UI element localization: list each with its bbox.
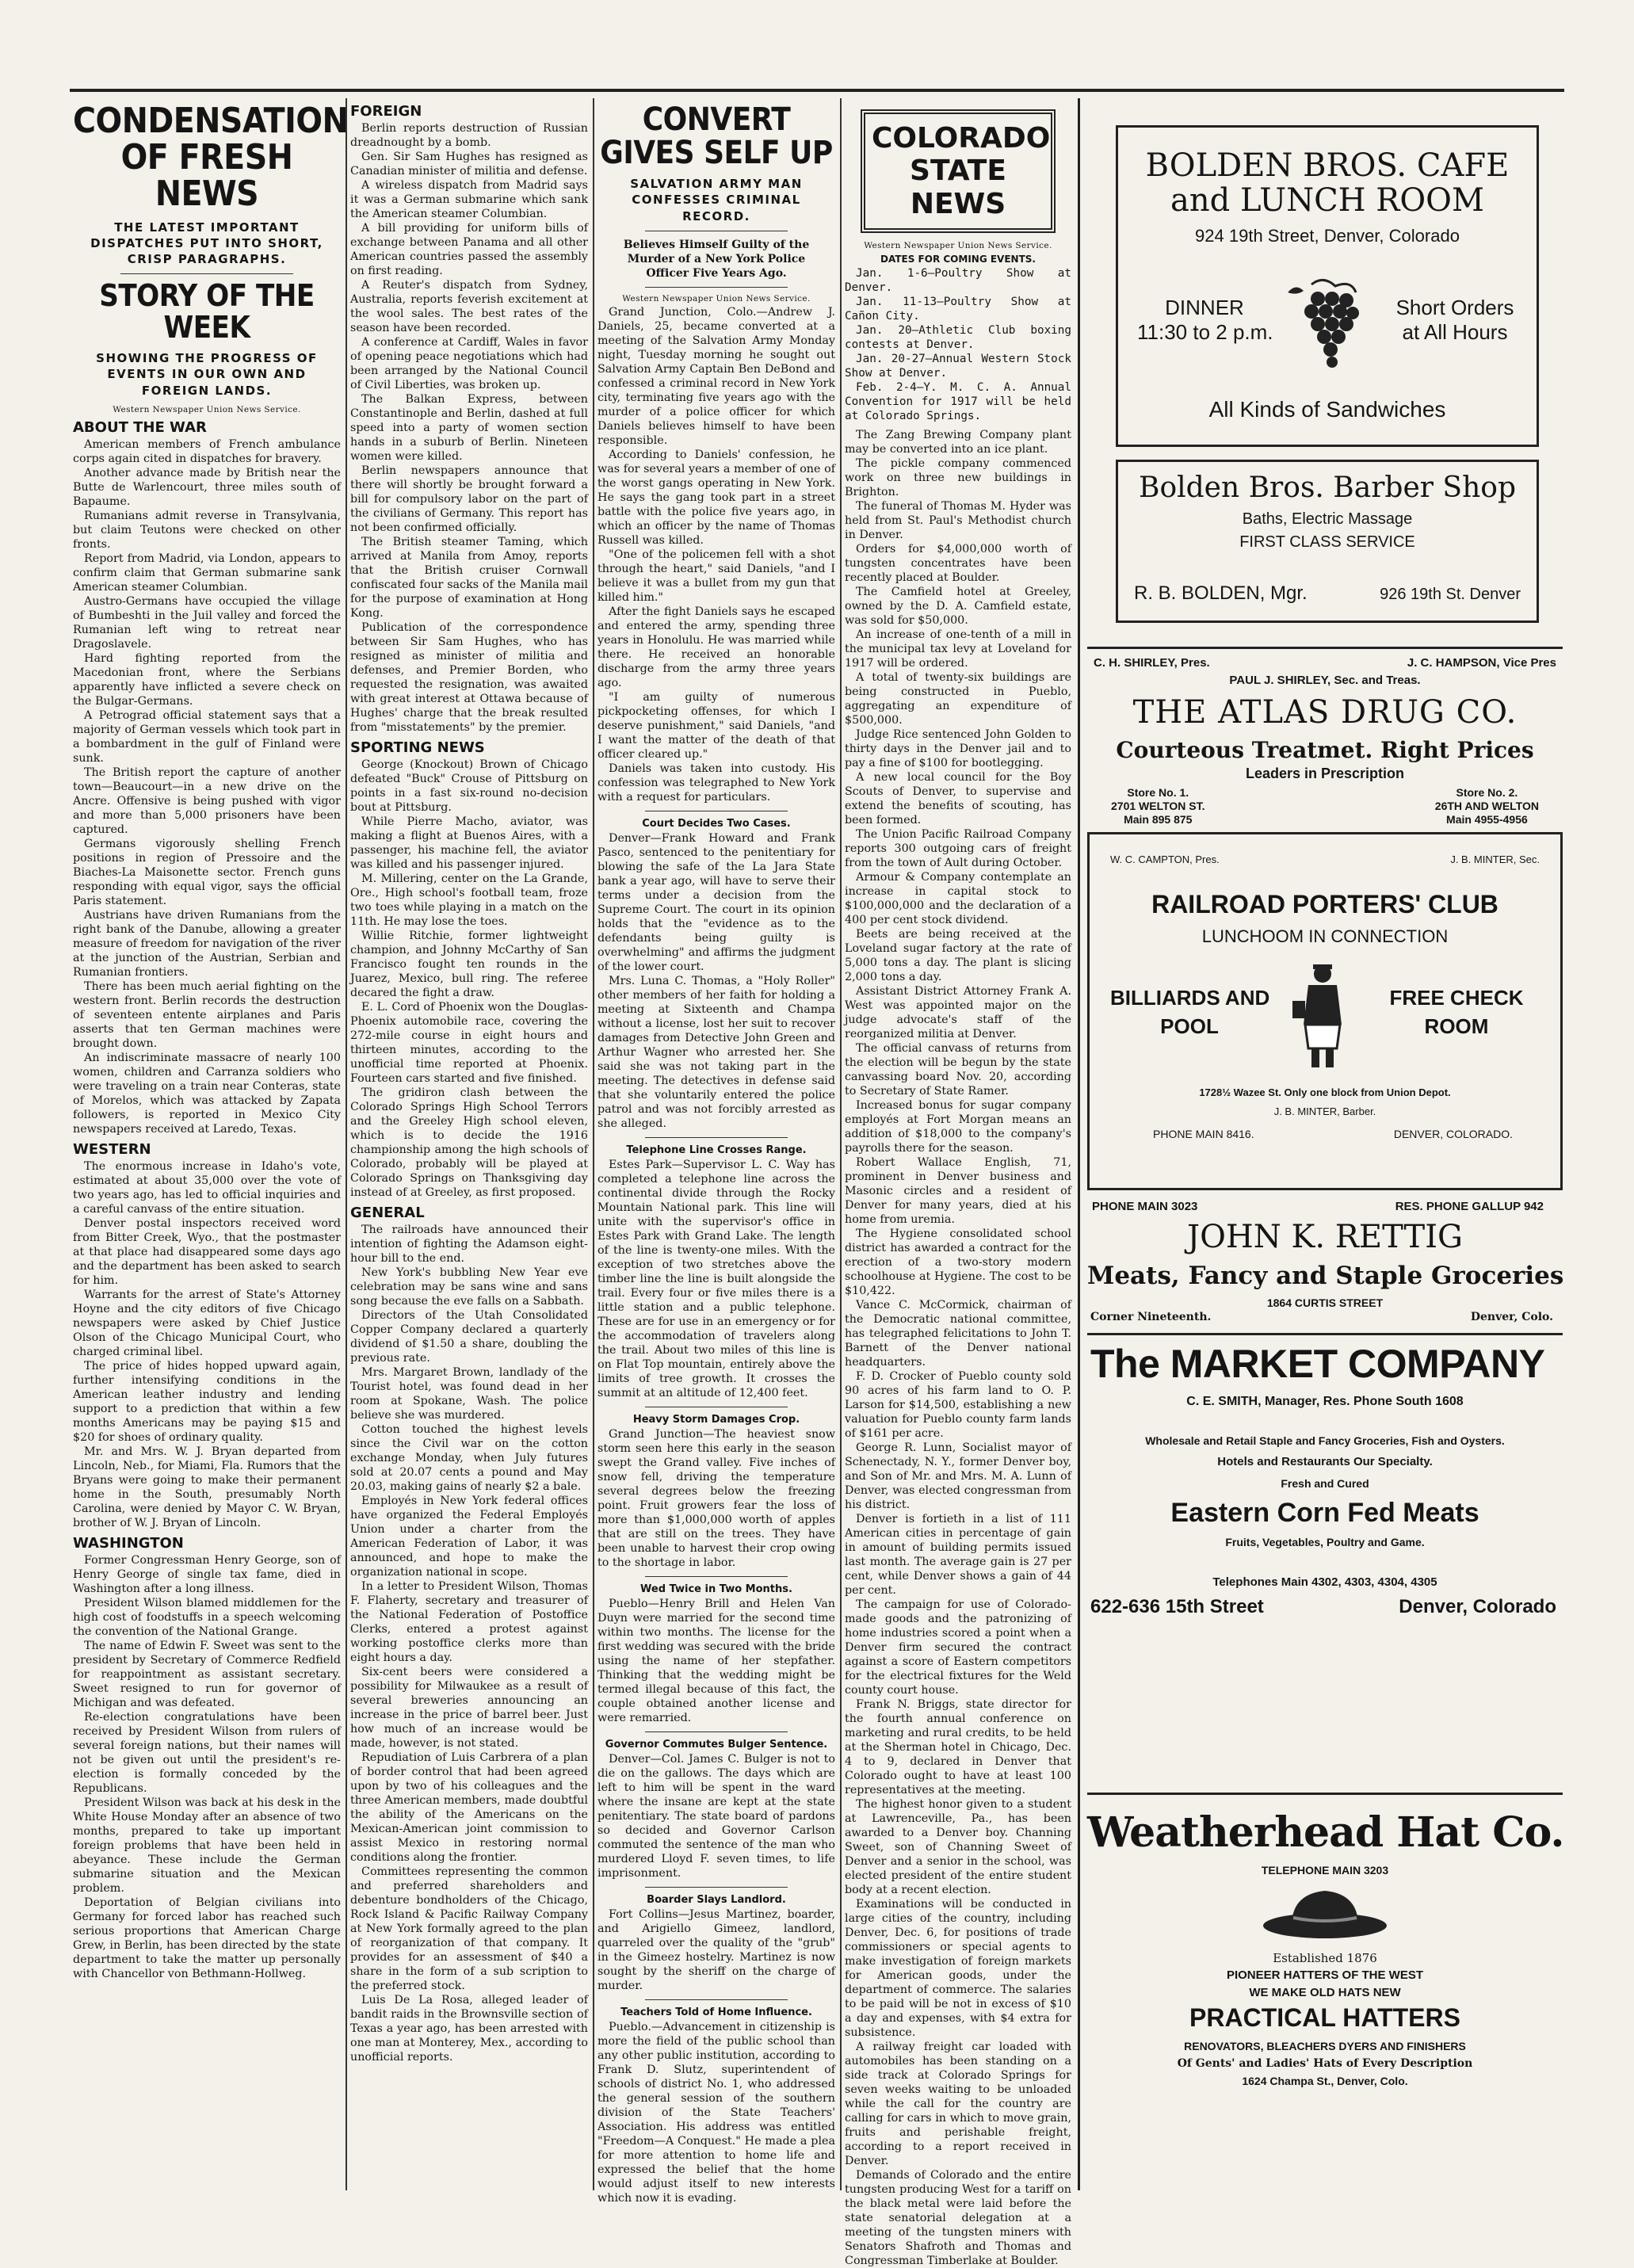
market-line3: Fresh and Cured [1281,1477,1369,1490]
paragraph: Fort Collins—Jesus Martinez, boarder, and Arigiello Gimeez, landlord, quarreled over the quality of the "grub" in the Gimeez hostelry. Martinez is now sought by the sheriff on the charge of murder. [597,1908,835,1993]
wed-items [597,1597,835,1725]
porter-figure-icon [1289,961,1356,1072]
paragraph: Denver is fortieth in a list of 111 American cities in percentage of gain in amount of building permits issued last month. The average gain is 27 per cent, while Denver shows a gain of 44 per cent. [845,1513,1071,1598]
barber-title: Bolden Bros. Barber Shop [1138,472,1516,504]
store1-phone: Main 895 875 [1124,812,1193,826]
paragraph: A Reuter's dispatch from Sydney, Australia, reports feverish excitement at the wool sales. The best rates of the season have been recorded. [350,279,588,334]
paragraph: The price of hides hopped upward again, further intensifying conditions in the American leather industry and lending support to a prediction that within a few months Americans may be paying $15 and $20 for shoes of ordinary quality. [73,1359,341,1444]
hat-line3: RENOVATORS, BLEACHERS DYERS AND FINISHERS [1184,2040,1466,2052]
paragraph: Judge Rice sentenced John Golden to thirty days in the Denver jail and to pay a fine of $100 for bootlegging. [845,728,1071,770]
colorado-state-news-box [861,109,1056,233]
headline-story-of-week: STORY OF THE WEEK [99,278,315,346]
paragraph: Assistant District Attorney Frank A. West was appointed major on the judge advocate's staff of the reorganized militia at Denver. [845,985,1071,1041]
dates-list [845,266,1071,423]
paragraph: The enormous increase in Idaho's vote, estimated at about 35,000 over the vote of two years ago, has led to official inquiries and a careful canvass of the entire situation. [73,1159,341,1216]
western-items [73,1159,341,1530]
paragraph: Mr. and Mrs. W. J. Bryan departed from Lincoln, Neb., for Miami, Fla. Rumors that the Bryans were going to make their permanent home in the South, presumably North Carolina, were denied by Mayor C. W. Bryan, brother of W. J. Bryan of Lincoln. [73,1445,341,1529]
ad-divider [1087,1793,1563,1795]
hat-addr: 1624 Champa St., Denver, Colo. [1242,2075,1408,2087]
paragraph: F. D. Crocker of Pueblo county sold 90 acres of his farm land to O. P. Larson for $14,500, establishing a new valuation for Pueblo county farm lands of $161 per acre. [845,1370,1071,1441]
ad-barber [1116,460,1539,623]
subhead: Telephone Line Crosses Range. [626,1144,807,1157]
ad-divider [1087,647,1563,649]
sporting-items [350,758,588,1200]
porters-phone: PHONE MAIN 8416. [1153,1128,1254,1140]
porters-city: DENVER, COLORADO. [1393,1128,1513,1140]
headline-condensation: CONDENSATION OF FRESH NEWS [73,101,349,215]
porters-addr: 1728½ Wazee St. Only one block from Union Depot. [1199,1086,1451,1098]
section-washington: WASHINGTON [73,1534,184,1552]
paragraph: Beets are being received at the Loveland sugar factory at the rate of 5,000 tons a day. The plant is slicing 2,000 tons a day. [845,928,1071,984]
column-rule [346,98,347,2190]
paragraph: President Wilson blamed middlemen for the high cost of foodstuffs in a speech welcoming the convention of the National Grange. [73,1596,341,1638]
ad-divider [1087,1333,1563,1335]
porters-sub: LUNCHOOM IN CONNECTION [1201,926,1449,946]
subhead: Court Decides Two Cases. [642,818,791,830]
paragraph: The British steamer Taming, which arrived at Manila from Amoy, reports that the British cruiser Cornwall confiscated four sacks of the Manila mail for the purpose of examination at Hong Kong. [350,536,588,620]
paragraph: Report from Madrid, via London, appears to confirm claim that German submarine sank American steamer Columbian. [73,552,341,594]
colorado-items [845,428,1071,2268]
headline-convert: CONVERT GIVES SELF UP [600,101,833,171]
general-items [350,1223,588,2064]
market-line4: Fruits, Vegetables, Poultry and Game. [1225,1536,1425,1548]
market-mgr: C. E. SMITH, Manager, Res. Phone South 1608 [1186,1395,1464,1408]
paragraph: Increased bonus for sugar company employés at Fort Morgan means an addition of $18,000 to the company's payrolls there for the season. [845,1099,1071,1155]
porters-pres: W. C. CAMPTON, Pres. [1110,853,1220,865]
divider [645,1887,788,1888]
barber-line2: FIRST CLASS SERVICE [1239,533,1415,551]
rettig-sub: Meats, Fancy and Staple Groceries [1087,1262,1564,1290]
paragraph: Estes Park—Supervisor L. C. Way has completed a telephone line across the continental divide through the Rocky Mountain National park. This line will unite with the supervisor's office in Estes Park with Grand Lake. The length of the line is twenty-one miles. With the exception of two stretches above the timber line the line is built alongside the trail. Every four or five miles there is a little station and a public telephone. These are for use in an emergency or for the accommodation of travelers along the trail. About two miles of this line is on Flat Top mountain, entirely above the limits of tree growth. It crosses the summit at an altitude of 12,400 feet. [597,1159,835,1400]
ad-hat [1087,1800,1563,2197]
paragraph: Employés in New York federal offices have organized the Federal Employés Union under a charter from the American Federation of Labor, it was announced, and hope to make the organization national in scope. [350,1495,588,1579]
paragraph: American members of French ambulance corps again cited in dispatches for bravery. [73,437,341,465]
paragraph: Mrs. Luna C. Thomas, a "Holy Roller" other members of her faith for holding a meeting at Sixteenth and Champa without a license, lost her suit to recover damages from Detective John Green and Arthur Wagner who arrested her. She said she was not taking part in the meeting. The detectives in defense said that she voluntarily entered the police patrol and was not forcibly arrested as she alleged. [597,975,835,1131]
section-sporting: SPORTING NEWS [350,739,485,756]
atlas-pres: C. H. SHIRLEY, Pres. [1094,656,1210,670]
paragraph: Rumanians admit reverse in Transylvania, but claim Teutons were checked on other fronts. [73,509,341,551]
paragraph: Directors of the Utah Consolidated Copper Company declared a quarterly dividend of $1.50 a share, doubling the previous rate. [350,1309,588,1365]
paragraph: Berlin newspapers announce that there will shortly be brought forward a bill for compulsory labor on the part of the civilians of Germany. This report has not been confirmed officially. [350,464,588,534]
paragraph: The Camfield hotel at Greeley, owned by the D. A. Camfield estate, was sold for $50,000. [845,586,1071,628]
store2-label: Store No. 2. [1456,786,1518,799]
porters-sec: J. B. MINTER, Sec. [1450,853,1540,865]
paragraph: An indiscriminate massacre of nearly 100 women, children and Carranza soldiers who were traveling on a train near Conteras, state of Morelos, which was attacked by Zapata followers, is reported in Mexico City newspapers received at Laredo, Texas. [73,1051,341,1136]
deck-condensation: THE LATEST IMPORTANT DISPATCHES PUT INTO SHORT, CRISP PARAGRAPHS. [90,220,323,267]
market-title: The MARKET COMPANY [1090,1342,1545,1386]
ad-rettig [1087,1198,1564,1323]
atlas-slogan: Courteous Treatmet. Right Prices [1116,737,1534,763]
governor-items [597,1752,835,1880]
story-items [597,305,835,804]
paragraph: A conference at Cardiff, Wales in favor of opening peace negotiations which had been arranged by the National Council of Civil Liberties, was broken up. [350,336,588,391]
divider [120,273,293,274]
subhead: Heavy Storm Damages Crop. [632,1414,800,1426]
porters-left2: POOL [1160,1014,1219,1039]
ad-atlas [1087,655,1563,826]
teachers-items [597,2020,835,2205]
paragraph: "I am guilty of numerous pickpocketing offenses, for which I deserve punishment," said Daniels, "and I want the matter of the death of that officer cleared up." [597,691,835,762]
war-items [73,437,341,1136]
rettig-phone: PHONE MAIN 3023 [1092,1200,1198,1213]
paragraph: Deportation of Belgian civilians into Germany for forced labor has reached such serious proportions that American Charge Grew, in Berlin, has been directed by the state department to take the matter up personally with Chancellor von Bethmann-Hollweg. [73,1896,341,1980]
paragraph: E. L. Cord of Phoenix won the Douglas-Phoenix automobile race, covering the 272-mile course in eight hours and thirteen minutes, according to the unofficial time reported at Phoenix. Fourteen cars started and five finished. [350,1001,588,1085]
paragraph: President Wilson was back at his desk in the White House Monday after an absence of two months, prepared to take up important foreign problems that have been held in abeyance. These include the German submarine situation and the Mexican problem. [73,1796,341,1895]
subhead: Boarder Slays Landlord. [647,1894,786,1907]
foreign-items [350,121,588,735]
storm-items [597,1427,835,1570]
section-foreign: FOREIGN [350,103,422,120]
paragraph: Former Congressman Henry George, son of Henry George of single tax fame, died in Washington after a long illness. [73,1553,341,1595]
atlas-title: THE ATLAS DRUG CO. [1132,694,1518,731]
washington-items [73,1553,341,1981]
paragraph: The gridiron clash between the Colorado Springs High School Terrors and the Greeley High school eleven, which is to decide the 1916 championship among the high schools of Colorado, probably will be played at Colorado Springs on Thanksgiving day instead of at Greeley, as first proposed. [350,1086,588,1199]
paragraph: The Union Pacific Railroad Company reports 300 outgoing cars of freight from the town of Ault during October. [845,828,1071,870]
atlas-slogan2: Leaders in Prescription [1245,766,1405,781]
rettig-res: RES. PHONE GALLUP 942 [1395,1200,1544,1213]
porters-right2: ROOM [1424,1014,1489,1039]
paragraph: Denver postal inspectors received word from Bitter Creek, Wyo., that the postmaster at that place had disappeared some days ago and the department has been asked to search for him. [73,1216,341,1287]
paragraph: The name of Edwin F. Sweet was sent to the president by Secretary of Commerce Redfield for reappointment as assistant secretary. Sweet resigned to run for governor of Michigan and was defeated. [73,1639,341,1709]
store1-address: 2701 WELTON ST. [1111,799,1205,812]
paragraph: A wireless dispatch from Madrid says it was a German submarine which sank the American steamer Columbian. [350,179,588,220]
paragraph: Austrians have driven Rumanians from the right bank of the Danube, allowing a greater measure of freedom for navigation of the river at the junction of the Austrian, Serbian and Rumanian frontiers. [73,908,341,979]
paragraph: In a letter to President Wilson, Thomas F. Flaherty, secretary and treasurer of the National Federation of Postoffice Clerks, entered a protest against working postoffice clerks more than eight hours a day. [350,1580,588,1664]
paragraph: The pickle company commenced work on three new buildings in Brighton. [845,457,1071,499]
divider [645,287,788,288]
hat-est: Established 1876 [1273,1951,1377,1965]
rettig-title: JOHN K. RETTIG [1187,1219,1463,1255]
subhead: Teachers Told of Home Influence. [620,2006,812,2019]
atlas-vp: J. C. HAMPSON, Vice Pres [1407,656,1556,670]
paragraph: Hard fighting reported from the Macedonian front, where the Serbians apparently have inflicted a severe check on the Bulgar-Germans. [73,651,341,708]
cafe-title2: and LUNCH ROOM [1170,182,1484,219]
cafe-right1: Short Orders [1395,296,1514,319]
paragraph: The funeral of Thomas M. Hyder was held from St. Paul's Methodist church in Denver. [845,500,1071,542]
paragraph: Armour & Company contemplate an increase in capital stock to $100,000,000 and the declaration of a 400 per cent stock dividend. [845,871,1071,927]
hat-icon [1260,1883,1390,1943]
paragraph: A new local council for the Boy Scouts of Denver, to supervise and extend the benefits of scouting, has been formed. [845,771,1071,827]
market-phones: Telephones Main 4302, 4303, 4304, 4305 [1212,1575,1437,1589]
paragraph: A railway freight car loaded with automobiles has been standing on a side track at Colorado Springs for seven weeks waiting to be unloaded while the call for the country are calling for cars in which to move grain, fruits and perishable freight, according to a report received in Denver. [845,2041,1071,2168]
market-big: Eastern Corn Fed Meats [1170,1498,1479,1528]
paragraph: Luis De La Rosa, alleged leader of bandit raids in the Brownsville section of Texas a year ago, has been arrested with one man at Monterey, Mex., according to unofficial reports. [350,1994,588,2064]
court-items [597,831,835,1131]
headline-colorado: COLORADO STATE NEWS [872,122,1051,220]
cafe-footer: All Kinds of Sandwiches [1208,397,1446,422]
date-item: Jan. 1-6—Poultry Show at Denver. [845,267,1071,295]
cafe-address: 924 19th Street, Denver, Colorado [1195,226,1460,246]
market-line2: Hotels and Restaurants Our Specialty. [1217,1455,1433,1468]
paragraph: A Petrograd official statement says that a majority of German vessels which took part in a bombardment in the gulf of Finland were sunk. [73,708,341,765]
paragraph: There has been much aerial fighting on the western front. Berlin records the destruction of seventeen entente airplanes and Paris asserts that ten German machines were brought down. [73,979,341,1050]
paragraph: A total of twenty-six buildings are being constructed in Pueblo, aggregating an expenditure of $500,000. [845,671,1071,727]
deck-story: SHOWING THE PROGRESS OF EVENTS IN OUR OWN AND FOREIGN LANDS. [96,351,318,398]
dates-title: DATES FOR COMING EVENTS. [880,254,1036,265]
paragraph: Six-cent beers were considered a possibility for Milwaukee as a result of several breweries announcing an increase in the price of barrel beer. Just how much of an increase would be made, however, is not stated. [350,1666,588,1750]
store2-address: 26TH AND WELTON [1434,799,1539,812]
paragraph: Examinations will be conducted in large cities of the country, including Denver, Dec. 6, for positions of trade commissioners or special agents to make investigation of foreign markets for American goods, under the department of commerce. The salaries to be paid will be not in excess of $10 a day and expenses, with $4 extra for subsistence. [845,1898,1071,2040]
cafe-right2: at All Hours [1402,320,1508,344]
column-rule [1078,98,1080,2190]
cafe-left2: 11:30 to 2 p.m. [1137,320,1273,344]
atlas-sec: PAUL J. SHIRLEY, Sec. and Treas. [1229,674,1421,687]
paragraph: New York's bubbling New Year eve celebration may be sans wine and sans song because the eve falls on a Sabbath. [350,1266,588,1308]
divider [645,1999,788,2000]
paragraph: Another advance made by British near the Butte de Warlencourt, three miles south of Bapaume. [73,466,341,508]
paragraph: Mrs. Margaret Brown, landlady of the Tourist hotel, was found dead in her room at Spokane, Wash. The police believe she was murdered. [350,1366,588,1422]
paragraph: The railroads have announced their intention of fighting the Adamson eight-hour bill to the end. [350,1224,588,1265]
paragraph: A bill providing for uniform bills of exchange between Panama and all other American countries passed the assembly on first reading. [350,222,588,277]
paragraph: While Pierre Macho, aviator, was making a flight at Buenos Aires, with a passenger, his machine fell, the aviator was killed and his passenger injured. [350,815,588,871]
grapes-icon [1280,275,1375,378]
rettig-street: 1864 CURTIS STREET [1266,1296,1384,1309]
porters-title: RAILROAD PORTERS' CLUB [1151,890,1498,918]
section-general: GENERAL [350,1205,425,1221]
paragraph: After the fight Daniels says he escaped and entered the army, spending three years in Honolulu. He was married while there. He received an honorable discharge from the army three years ago. [597,605,835,690]
paragraph: George R. Lunn, Socialist mayor of Schenectady, N. Y., former Denver boy, and Son of Mr. and Mrs. M. A. Lunn of Denver, was elected congressman from his district. [845,1441,1071,1512]
paragraph: The Hygiene consolidated school district has awarded a contract for the erection of a two-story modern schoolhouse at Hygiene. The cost to be $10,422. [845,1228,1071,1298]
subhead: Governor Commutes Bulger Sentence. [605,1739,828,1751]
paragraph: Germans vigorously shelling French positions in region of Pressoire and the Biaches-La Maisonette sector. French guns responding with equal vigor, says the official Paris statement. [73,837,341,907]
paragraph: Vance C. McCormick, chairman of the Democratic national committee, has telegraphed felicitations to John T. Barnett of the Denver national headquarters. [845,1299,1071,1369]
paragraph: George (Knockout) Brown of Chicago defeated "Buck" Crouse of Pittsburg on points in a fast six-round no-decision bout at Pittsburg. [350,758,588,814]
atlas-store1 [1111,786,1205,826]
hat-line1: PIONEER HATTERS OF THE WEST [1226,1968,1424,1982]
barber-mgr: R. B. BOLDEN, Mgr. [1134,582,1308,604]
section-about-war: ABOUT THE WAR [73,418,207,436]
paragraph: Warrants for the arrest of State's Attorney Hoyne and the city editors of five Chicago newspapers were asked by Chief Justice Olson of the Chicago Municipal Court, who charged criminal libel. [73,1288,341,1358]
paragraph: Demands of Colorado and the entire tungsten producing West for a tariff on the black metal were laid before the state senatorial delegation at a meeting of the tungsten miners with Senators Shafroth and Thomas and Congressman Timberlake at Boulder. [845,2169,1071,2268]
paragraph: Willie Ritchie, former lightweight champion, and Johnny McCarthy of San Francisco fought ten rounds in the Juarez, Mexico, bull ring. The referee decared the fight a draw. [350,930,588,999]
paragraph: Publication of the correspondence between Sir Sam Hughes, who has resigned as minister of militia and defenses, and Premier Borden, who requested the resignation, was awaited with great interest at Ottawa because of Hughes' charge that the break resulted from "misstatements" by the premier. [350,621,588,734]
boarder-items [597,1907,835,1993]
paragraph: Austro-Germans have occupied the village of Bumbeshti in the Juil valley and forced the Rumanian left wing to retreat near Dragoslavele. [73,594,341,651]
divider [645,1137,788,1138]
date-item: Jan. 11-13—Poultry Show at Cañon City. [845,296,1071,323]
paragraph: Denver—Col. James C. Bulger is not to die on the gallows. The days which are left to him will be spent in the ward where the insane are kept at the state penitentiary. The state board of pardons so decided and Governor Carlson commuted the sentence of the man who murdered Lloyd F. seven times, to life imprisonment. [597,1753,835,1880]
porters-left1: BILLIARDS AND [1110,986,1270,1010]
paragraph: Frank N. Briggs, state director for the fourth annual conference on marketing and rural credits, to be held at the Sherman hotel in Chicago, Dec. 4 to 9, declared in Denver that Colorado ought to have at least 100 representatives at the meeting. [845,1698,1071,1797]
paragraph: The official canvass of returns from the election will be begun by the state canvassing board Nov. 20, according to Secretary of State Ramer. [845,1042,1071,1098]
market-city: Denver, Colorado [1399,1596,1556,1617]
store2-phone: Main 4955-4956 [1446,812,1528,826]
section-western: WESTERN [73,1140,151,1158]
service-credit: Western Newspaper Union News Service. [113,404,301,414]
paragraph: The campaign for use of Colorado-made goods and the patronizing of home industries scored a point when a Denver firm secured the contract against a score of Eastern competitors for the electrical fixtures for the Weld county court house. [845,1598,1071,1697]
hat-line4: Of Gents' and Ladies' Hats of Every Description [1177,2057,1473,2070]
ad-market [1087,1341,1563,1793]
paragraph: Committees representing the common and preferred shareholders and debenture bondholders of the Chicago, Rock Island & Pacific Railway Company at New York formally agreed to the plan of reorganization of that company. It provides for an assessment of $40 a share in the form of a sub scription to the preferred stock. [350,1865,588,1992]
date-item: Jan. 20—Athletic Club boxing contests at Denver. [845,324,1071,352]
column-colorado [845,98,1071,2268]
column-foreign [350,98,588,2190]
paragraph: Gen. Sir Sam Hughes has resigned as Canadian minister of militia and defense. [350,151,588,178]
paragraph: Orders for $4,000,000 worth of tungsten concentrates have been recently placed at Boulder. [845,543,1071,585]
telephone-items [597,1158,835,1400]
paragraph: Berlin reports destruction of Russian dreadnought by a bomb. [350,122,588,149]
store1-label: Store No. 1. [1127,786,1189,799]
paragraph: Daniels was taken into custody. His confession was telegraphed to New York with a request for particulars. [597,762,835,804]
market-addr: 622-636 15th Street [1090,1596,1264,1617]
paragraph: Denver—Frank Howard and Frank Pasco, sentenced to the penitentiary for blowing the safe of the La Jara State bank a year ago, will have to serve their terms under a decision from the Supreme Court. The court in its opinion holds that the "evidence as to the defendants being guilty is overwhelming" and affirms the judgment of the lower court. [597,832,835,974]
hat-big: PRACTICAL HATTERS [1189,2003,1460,2032]
porters-right1: FREE CHECK [1389,986,1524,1010]
column-rule [840,98,842,2190]
ad-cafe [1116,125,1539,447]
paragraph: Repudiation of Luis Carbrera of a plan of border control that had been agreed upon by two of his colleagues and the three American members, made doubtful the ability of the Americans on the Mexican-American joint commission to assist Mexico in restoring normal conditions along the frontier. [350,1751,588,1864]
ad-porters [1087,832,1563,1190]
hat-title: Weatherhead Hat Co. [1087,1808,1564,1857]
barber-address: 926 19th St. Denver [1380,586,1521,603]
hat-phone: TELEPHONE MAIN 3203 [1261,1864,1389,1877]
paragraph: Re-election congratulations have been received by President Wilson from rulers of several foreign nations, but their names will not be given out until the president's re-election is formally conceded by the Republicans. [73,1710,341,1795]
porters-checkroom [1373,983,1540,1041]
subhead: Wed Twice in Two Months. [640,1583,792,1596]
column-condensation [73,98,349,2190]
paragraph: Robert Wallace English, 71, prominent in Denver business and Masonic circles and a resident of Denver for many years, died at his home from uremia. [845,1156,1071,1227]
column-convert [597,98,835,2205]
paragraph: Grand Junction—The heaviest snow storm seen here this early in the season swept the Grand valley. Five inches of snow fell, driving the temperature several degrees below the freezing point. Fruit growers fear the loss of more than $1,000,000 worth of apples that are still on the trees. They have been unable to harvest their crop owing to the shortage in labor. [597,1428,835,1570]
paragraph: Pueblo.—Advancement in citizenship is more the field of the public school than any other public institution, according to Frank D. Slutz, superintendent of schools of district No. 1, who addressed the general session of the southern division of the State Teachers' Association. His address was entitled "Freedom—A Conquest." He made a plea for more attention to home life and expressed the belief that the home would adjust itself to new interests which now it is evading. [597,2021,835,2205]
paragraph: The Balkan Express, between Constantinople and Berlin, dashed at full speed into a party of women section hands in a suburb of Berlin. Nineteen women were killed. [350,393,588,463]
column-rule [593,98,594,2190]
service-credit: Western Newspaper Union News Service. [864,241,1052,251]
paragraph: M. Millering, center on the La Grande, Ore., High school's football team, froze two toes while playing in a match on the 11th. He may lose the toes. [350,872,588,928]
date-item: Feb. 2-4—Y. M. C. A. Annual Convention for 1917 will be held at Colorado Springs. [845,381,1071,423]
service-credit: Western Newspaper Union News Service. [622,294,811,304]
deck-convert: SALVATION ARMY MAN CONFESSES CRIMINAL RECORD. [630,177,803,223]
paragraph: The British report the capture of another town—Beaucourt—in a new drive on the Ancre. Offensive is being pushed with vigor and more than 5,000 prisoners have been captured. [73,766,341,836]
rettig-city: Denver, Colo. [1470,1311,1553,1323]
cafe-title1: BOLDEN BROS. CAFE [1145,147,1510,184]
porters-billiards [1110,983,1269,1041]
divider [645,1576,788,1577]
cafe-left1: DINNER [1165,296,1244,319]
market-line1: Wholesale and Retail Staple and Fancy Groceries, Fish and Oysters. [1145,1434,1505,1447]
paragraph: Pueblo—Henry Brill and Helen Van Duyn were married for the second time within two months. The license for the first wedding was secured with the bride using the name of her stepfather. Thinking that the wedding might be termed illegal because of this fact, the couple obtained another license and were remarried. [597,1598,835,1725]
paragraph: The Zang Brewing Company plant may be converted into an ice plant. [845,429,1071,456]
deck2-convert: Believes Himself Guilty of the Murder of a New York Police Officer Five Years Ago. [623,238,810,281]
top-rule [70,89,1564,92]
cafe-dinner [1137,296,1272,345]
date-item: Jan. 20-27—Annual Western Stock Show at Denver. [845,353,1071,380]
paragraph: According to Daniels' confession, he was for several years a member of one of the worst gangs operating in New York. He says the gang took part in a street battle with the police five years ago, in which an officer by the name of Thomas Russell was killed. [597,449,835,548]
barber-line1: Baths, Electric Massage [1242,510,1413,528]
paragraph: An increase of one-tenth of a mill in the municipal tax levy at Loveland for 1917 will be ordered. [845,628,1071,670]
paragraph: The highest honor given to a student at Lawrenceville, Pa., has been awarded to a Denver boy. Channing Sweet, son of Channing Sweet of Denver and a senior in the school, was elected president of the entire student body at a recent election. [845,1798,1071,1897]
atlas-store2 [1435,786,1539,826]
hat-line2: WE MAKE OLD HATS NEW [1249,1986,1401,1999]
rettig-corner: Corner Nineteenth. [1090,1311,1212,1323]
paragraph: Cotton touched the highest levels since the Civil war on the cotton exchange Monday, when July futures sold at 20.07 cents a pound and May 20.03, making gains of nearly $2 a bale. [350,1423,588,1493]
paragraph: "One of the policemen fell with a shot through the heart," said Daniels, "and I believe it was a bullet from my gun that killed him." [597,548,835,605]
paragraph: Grand Junction, Colo.—Andrew J. Daniels, 25, became converted at a meeting of the Salvation Army Monday night, Tuesday morning he sought out Salvation Army Captain Ben DeBond and confessed a criminal record in New York city, terminating five years ago with the murder of a police officer for which Daniels believes himself to have been responsible. [597,306,835,448]
porters-barber: J. B. MINTER, Barber. [1273,1105,1376,1117]
cafe-short-orders [1388,296,1522,345]
